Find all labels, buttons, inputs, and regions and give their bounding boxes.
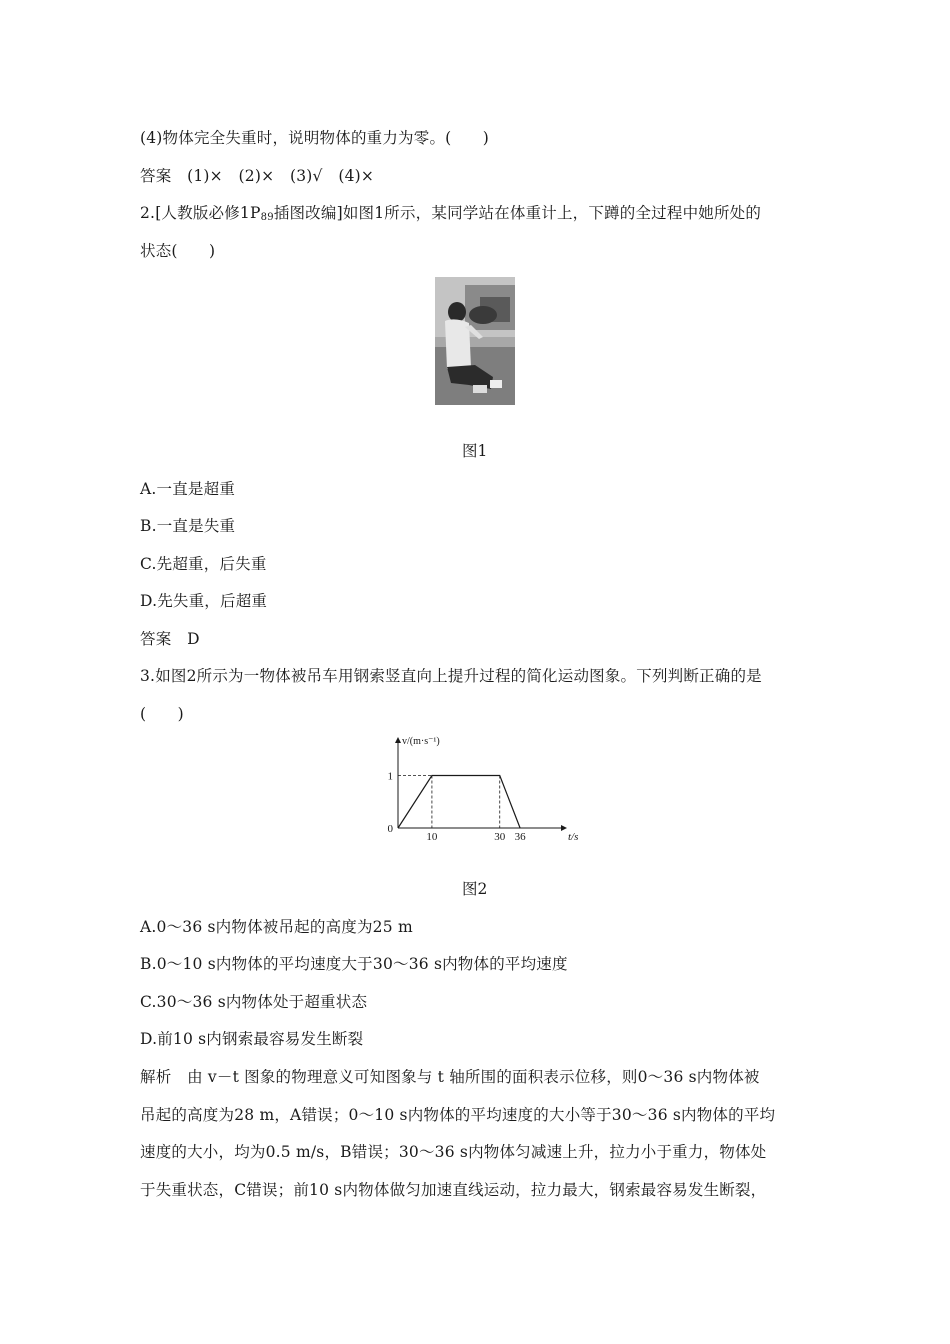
analysis-line3: 速度的大小，均为0.5 m/s，B错误；30～36 s内物体匀减速上升，拉力小于重力，物体处 [140, 1143, 767, 1161]
q2-stem-line2: 状态( ) [140, 242, 216, 260]
figure1-caption: 图1 [462, 442, 488, 460]
q3-stem-line1: 3.如图2所示为一物体被吊车用钢索竖直向上提升过程的简化运动图象。下列判断正确的是 [140, 667, 762, 685]
origin-label: 0 [387, 823, 393, 835]
x-tick-label-36: 36 [514, 831, 526, 843]
q3-stem-line2: ( ) [140, 705, 184, 723]
q2-stem-page-sub: 89 [260, 212, 274, 223]
figure1-photo [435, 277, 515, 405]
q3-option-d: D.前10 s内钢索最容易发生断裂 [140, 1030, 364, 1048]
y-tick-label-1: 1 [387, 770, 393, 783]
q2-option-a: A.一直是超重 [140, 480, 236, 498]
figure2-vt-graph [380, 733, 580, 848]
figure2-caption: 图2 [462, 880, 488, 898]
q3-option-c: C.30～36 s内物体处于超重状态 [140, 993, 368, 1011]
analysis-line1: 解析 由 v－t 图象的物理意义可知图象与 t 轴所围的面积表示位移，则0～36 s内物体被 [140, 1068, 760, 1086]
analysis-line2: 吊起的高度为28 m，A错误；0～10 s内物体的平均速度的大小等于30～36 s内物体的平均 [140, 1106, 776, 1124]
q2-option-b: B.一直是失重 [140, 517, 236, 535]
q1-item4: (4)物体完全失重时，说明物体的重力为零。( ) [140, 129, 490, 147]
analysis-line4: 于失重状态，C错误；前10 s内物体做匀加速直线运动，拉力最大，钢索最容易发生断裂， [140, 1181, 767, 1199]
q2-option-d: D.先失重，后超重 [140, 592, 268, 610]
q2-answer: 答案 D [140, 630, 200, 648]
x-tick-label-30: 30 [494, 831, 506, 843]
x-tick-label-10: 10 [426, 831, 438, 843]
q2-stem-line1 [140, 203, 761, 228]
q2-option-c: C.先超重，后失重 [140, 555, 267, 573]
squatting-person-image [435, 277, 515, 405]
q2-stem-b: 插图改编]如图1所示，某同学站在体重计上，下蹲的全过程中她所处的 [273, 204, 762, 222]
velocity-series-line [398, 776, 520, 829]
vt-graph-svg [380, 733, 580, 848]
q3-option-a: A.0～36 s内物体被吊起的高度为25 m [140, 918, 413, 936]
x-axis-label: t/s [568, 831, 579, 843]
q1-answer: 答案 (1)× (2)× (3)√ (4)× [140, 167, 375, 185]
y-axis-label: v/(m·s⁻¹) [402, 736, 440, 747]
q2-stem-a: 2.[人教版必修1P [140, 204, 261, 222]
q3-option-b: B.0～10 s内物体的平均速度大于30～36 s内物体的平均速度 [140, 955, 568, 973]
